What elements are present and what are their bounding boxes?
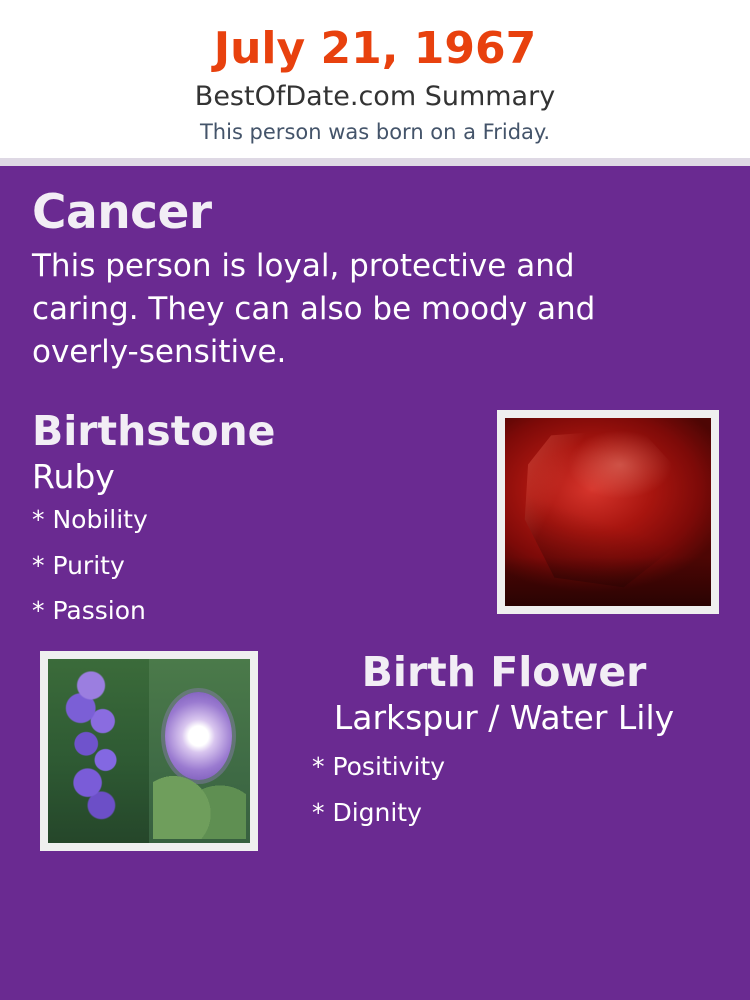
page-title: July 21, 1967 <box>213 23 537 74</box>
zodiac-section <box>32 184 718 374</box>
header <box>0 0 750 158</box>
birthstone-trait: * Nobility <box>32 505 148 535</box>
birthstone-image-frame <box>497 410 719 614</box>
header-divider <box>0 158 750 166</box>
birthstone-trait: * Passion <box>32 596 146 626</box>
birth-day-note: This person was born on a Friday. <box>199 119 551 144</box>
birthflower-text <box>290 647 718 827</box>
birthflower-name: Larkspur / Water Lily <box>333 697 675 737</box>
birthstone-title: Birthstone <box>32 406 276 455</box>
birthflower-trait: * Dignity <box>312 797 422 827</box>
birthstone-name: Ruby <box>32 456 115 496</box>
larkspur-photo-half <box>48 659 149 843</box>
birthflower-image-frame <box>40 651 258 851</box>
birthflower-section <box>32 647 718 866</box>
birthflower-trait: * Positivity <box>312 752 445 782</box>
waterlily-photo-half <box>149 659 250 843</box>
zodiac-description: This person is loyal, protective and caring. They can also be moody and overly-sensitive. <box>32 248 596 370</box>
birthflower-title: Birth Flower <box>361 647 647 696</box>
birthstone-trait: * Purity <box>32 550 125 580</box>
ruby-gemstone-photo <box>505 418 711 606</box>
summary-panel <box>0 166 750 1000</box>
site-name: BestOfDate.com Summary <box>194 81 556 113</box>
zodiac-sign-title: Cancer <box>32 184 212 240</box>
larkspur-waterlily-photo <box>48 659 250 843</box>
birthstone-text <box>32 406 462 626</box>
birthstone-section <box>32 406 718 635</box>
